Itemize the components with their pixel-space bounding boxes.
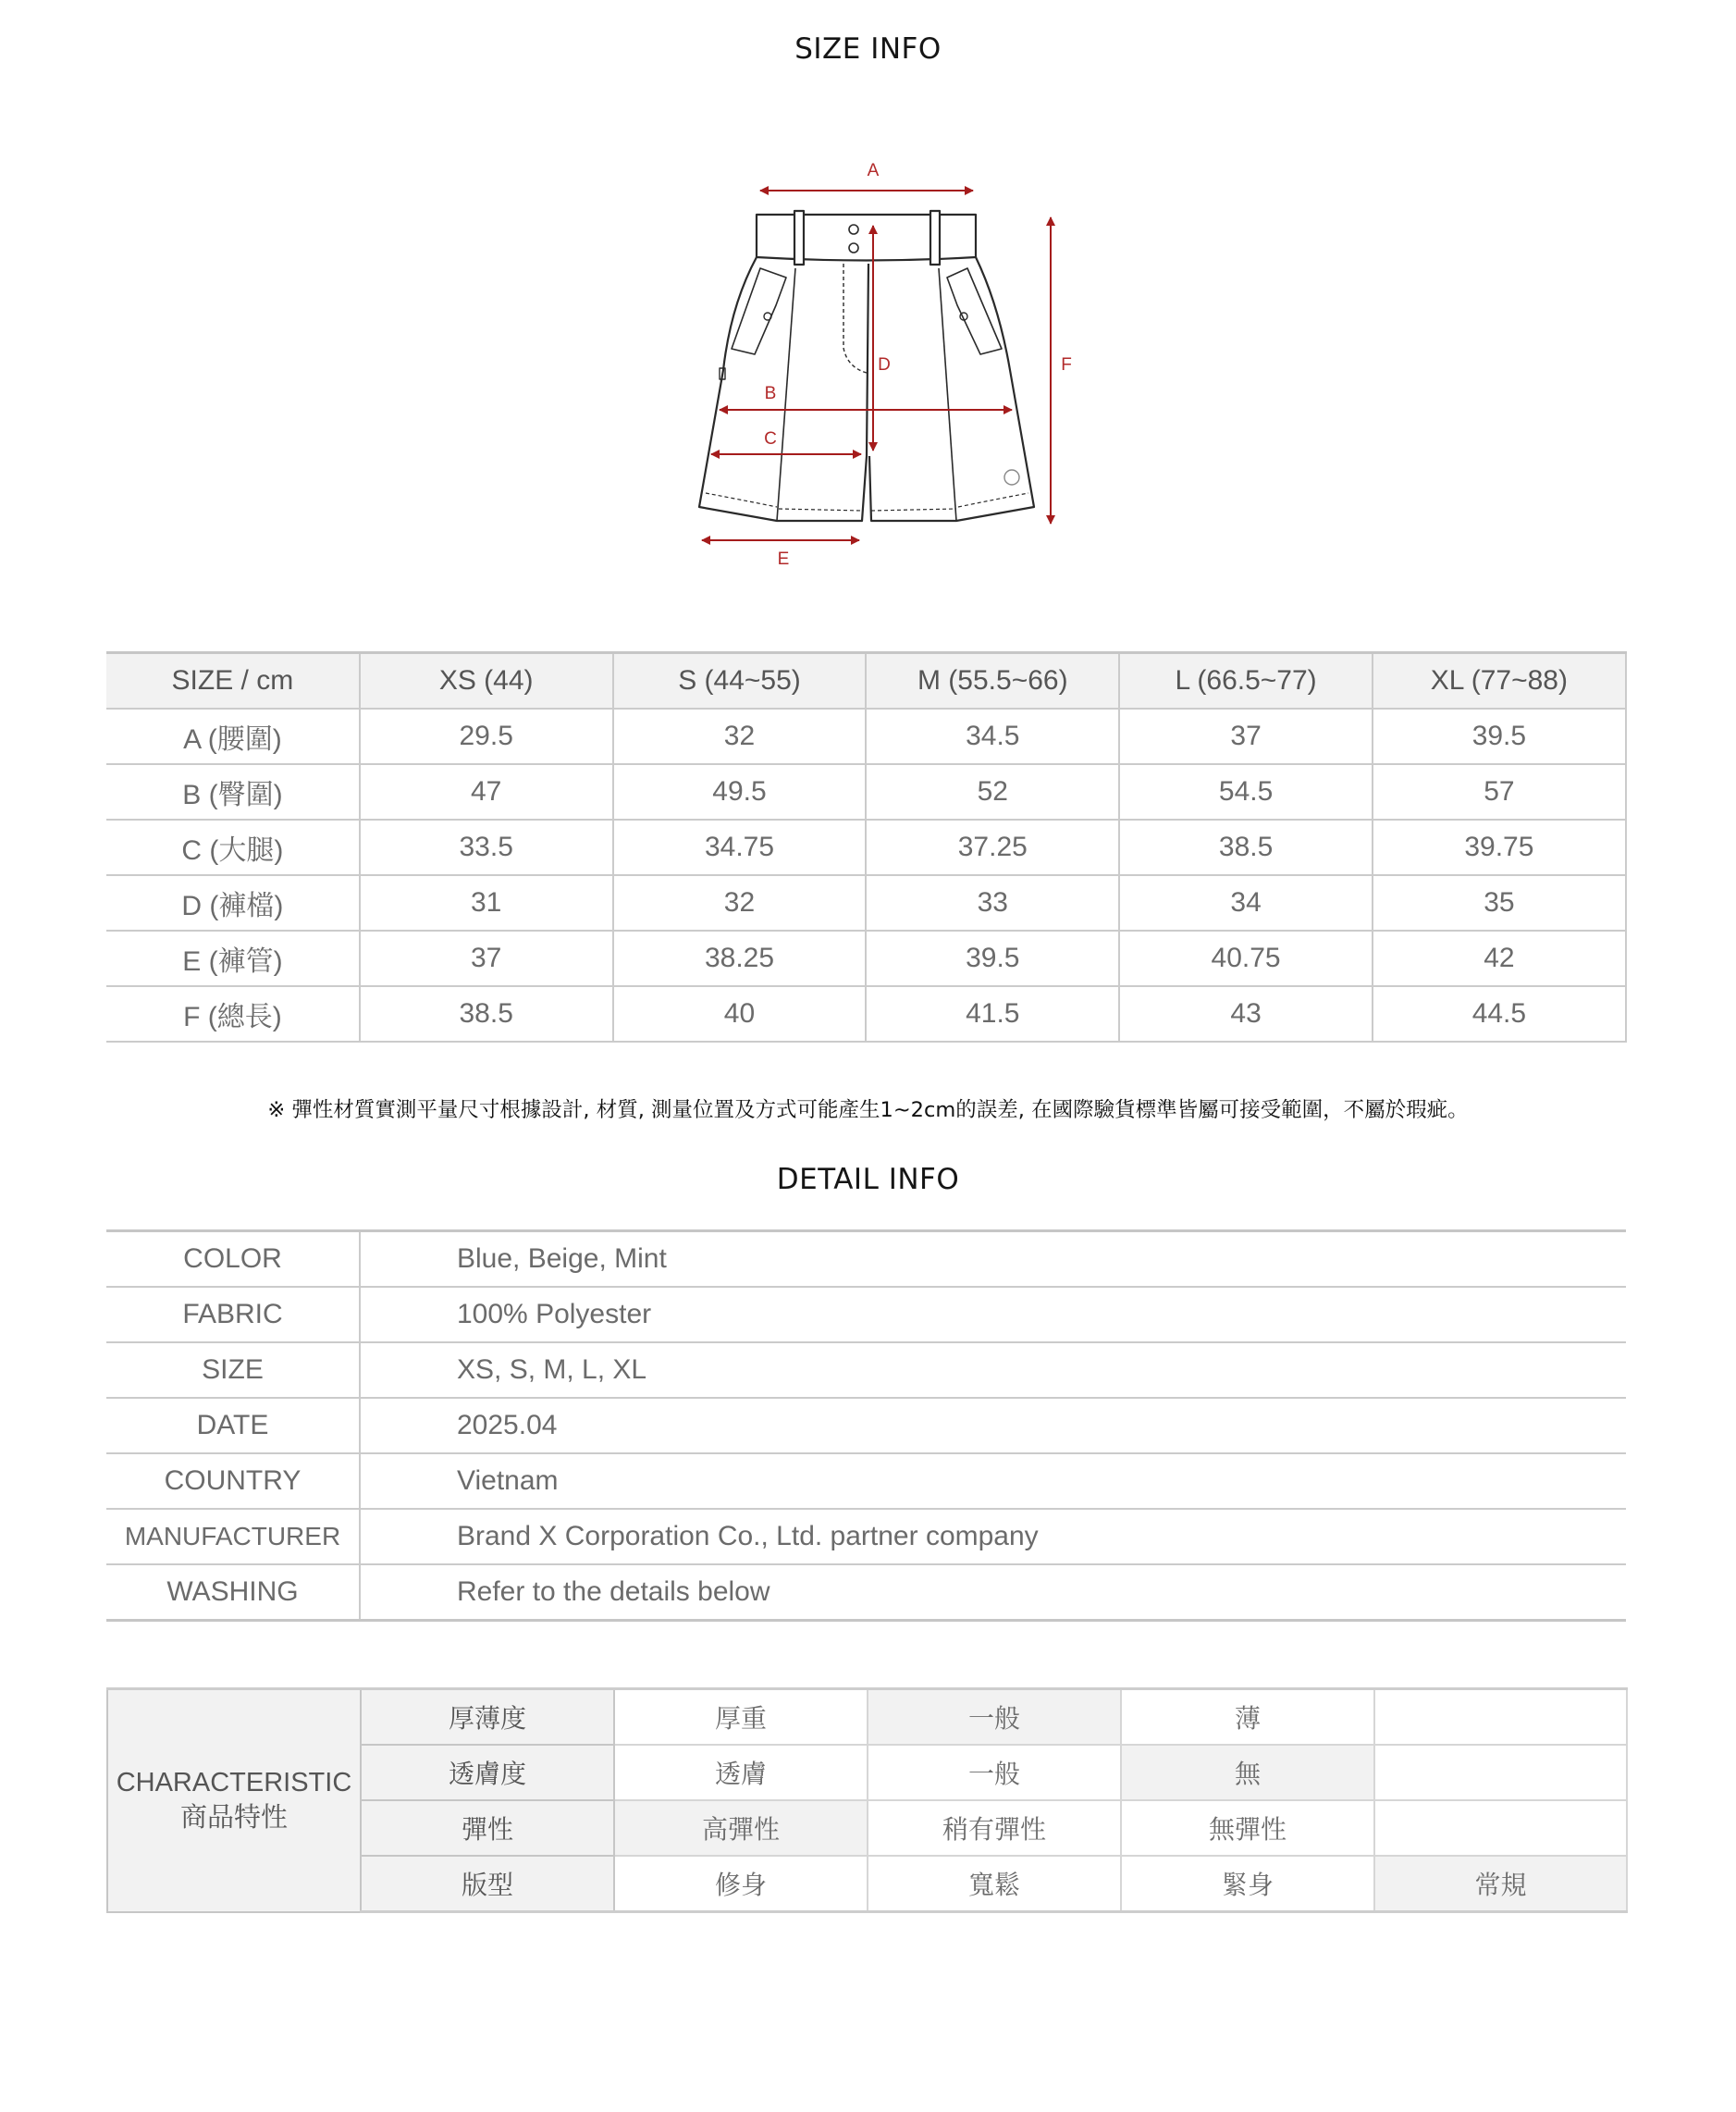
- header-m: M (55.5~66): [866, 653, 1119, 710]
- characteristic-option: 一般: [868, 1745, 1121, 1800]
- cell: 29.5: [360, 709, 613, 764]
- cell: 33: [866, 875, 1119, 931]
- cell: 41.5: [866, 986, 1119, 1042]
- characteristic-option: [1374, 1800, 1627, 1856]
- characteristic-option: 修身: [614, 1856, 868, 1912]
- characteristic-option: 薄: [1121, 1689, 1374, 1746]
- characteristic-option: 一般: [868, 1689, 1121, 1746]
- label-a: A: [867, 161, 880, 180]
- label-c: C: [764, 429, 777, 449]
- shorts-outline: [699, 211, 1034, 521]
- detail-row: [106, 1564, 1626, 1621]
- cell: 40.75: [1119, 931, 1373, 986]
- row-label: C (大腿): [106, 820, 360, 875]
- detail-label: SIZE: [106, 1342, 360, 1398]
- characteristic-option: 透膚: [614, 1745, 868, 1800]
- table-row: [106, 820, 1626, 875]
- detail-row: [106, 1287, 1626, 1342]
- characteristic-option: 無: [1121, 1745, 1374, 1800]
- characteristic-heading: [107, 1689, 361, 1912]
- detail-label: MANUFACTURER: [106, 1509, 360, 1564]
- characteristic-option: 寬鬆: [868, 1856, 1121, 1912]
- characteristic-option: 厚重: [614, 1689, 868, 1746]
- cell: 38.25: [613, 931, 867, 986]
- detail-row: [106, 1231, 1626, 1288]
- row-label: D (褲檔): [106, 875, 360, 931]
- characteristic-option: [1374, 1745, 1627, 1800]
- cell: 34.75: [613, 820, 867, 875]
- detail-row: [106, 1342, 1626, 1398]
- characteristic-attribute: 彈性: [361, 1800, 614, 1856]
- cell: 32: [613, 709, 867, 764]
- label-f: F: [1061, 355, 1072, 375]
- characteristic-table: [106, 1687, 1628, 1913]
- cell: 42: [1373, 931, 1626, 986]
- detail-value: Refer to the details below: [360, 1564, 1626, 1621]
- characteristic-attribute: 版型: [361, 1856, 614, 1912]
- detail-table: [106, 1229, 1626, 1622]
- characteristic-option: [1374, 1689, 1627, 1746]
- cell: 31: [360, 875, 613, 931]
- detail-value: Blue, Beige, Mint: [360, 1231, 1626, 1288]
- detail-row: [106, 1453, 1626, 1509]
- detail-row: [106, 1509, 1626, 1564]
- row-label: B (臀圍): [106, 764, 360, 820]
- cell: 40: [613, 986, 867, 1042]
- cell: 38.5: [1119, 820, 1373, 875]
- table-row: [106, 986, 1626, 1042]
- table-row: [106, 709, 1626, 764]
- detail-label: DATE: [106, 1398, 360, 1453]
- cell: 34: [1119, 875, 1373, 931]
- cell: 57: [1373, 764, 1626, 820]
- header-size-unit: SIZE / cm: [106, 653, 360, 710]
- cell: 44.5: [1373, 986, 1626, 1042]
- detail-value: XS, S, M, L, XL: [360, 1342, 1626, 1398]
- header-xs: XS (44): [360, 653, 613, 710]
- detail-label: COUNTRY: [106, 1453, 360, 1509]
- characteristic-row: [107, 1689, 1627, 1746]
- row-label: A (腰圍): [106, 709, 360, 764]
- table-row: [106, 875, 1626, 931]
- cell: 54.5: [1119, 764, 1373, 820]
- characteristic-title-en: CHARACTERISTIC: [116, 1768, 352, 1798]
- label-d: D: [878, 355, 891, 375]
- cell: 33.5: [360, 820, 613, 875]
- characteristic-option: 稍有彈性: [868, 1800, 1121, 1856]
- detail-value: Brand X Corporation Co., Ltd. partner company: [360, 1509, 1626, 1564]
- characteristic-option: 高彈性: [614, 1800, 868, 1856]
- cell: 47: [360, 764, 613, 820]
- cell: 38.5: [360, 986, 613, 1042]
- detail-row: [106, 1398, 1626, 1453]
- label-e: E: [777, 550, 790, 569]
- cell: 39.5: [1373, 709, 1626, 764]
- cell: 52: [866, 764, 1119, 820]
- row-label: E (褲管): [106, 931, 360, 986]
- header-xl: XL (77~88): [1373, 653, 1626, 710]
- detail-value: 100% Polyester: [360, 1287, 1626, 1342]
- detail-value: Vietnam: [360, 1453, 1626, 1509]
- cell: 37: [360, 931, 613, 986]
- detail-value: 2025.04: [360, 1398, 1626, 1453]
- cell: 49.5: [613, 764, 867, 820]
- size-table: [106, 651, 1627, 1043]
- label-b: B: [764, 384, 777, 403]
- characteristic-option: 常規: [1374, 1856, 1627, 1912]
- table-row: [106, 764, 1626, 820]
- characteristic-title-zh: 商品特性: [179, 1803, 288, 1834]
- cell: 35: [1373, 875, 1626, 931]
- cell: 32: [613, 875, 867, 931]
- cell: 43: [1119, 986, 1373, 1042]
- characteristic-option: 緊身: [1121, 1856, 1374, 1912]
- detail-label: COLOR: [106, 1231, 360, 1288]
- table-row: [106, 931, 1626, 986]
- detail-label: FABRIC: [106, 1287, 360, 1342]
- cell: 34.5: [866, 709, 1119, 764]
- detail-info-title: DETAIL INFO: [776, 1163, 960, 1196]
- size-info-title: SIZE INFO: [794, 32, 942, 66]
- characteristic-attribute: 厚薄度: [361, 1689, 614, 1746]
- detail-label: WASHING: [106, 1564, 360, 1621]
- characteristic-option: 無彈性: [1121, 1800, 1374, 1856]
- characteristic-attribute: 透膚度: [361, 1745, 614, 1800]
- cell: 37: [1119, 709, 1373, 764]
- cell: 39.5: [866, 931, 1119, 986]
- cell: 39.75: [1373, 820, 1626, 875]
- size-table-header: [106, 653, 1626, 710]
- shorts-measurement-diagram: [0, 0, 1736, 611]
- cell: 37.25: [866, 820, 1119, 875]
- header-l: L (66.5~77): [1119, 653, 1373, 710]
- measurement-note: ※ 彈性材質實測平量尺寸根據設計, 材質, 測量位置及方式可能產生1~2cm的誤差, 在國際驗貨標準皆屬可接受範圍，不屬於瑕疵。: [267, 1098, 1469, 1122]
- header-s: S (44~55): [613, 653, 867, 710]
- row-label: F (總長): [106, 986, 360, 1042]
